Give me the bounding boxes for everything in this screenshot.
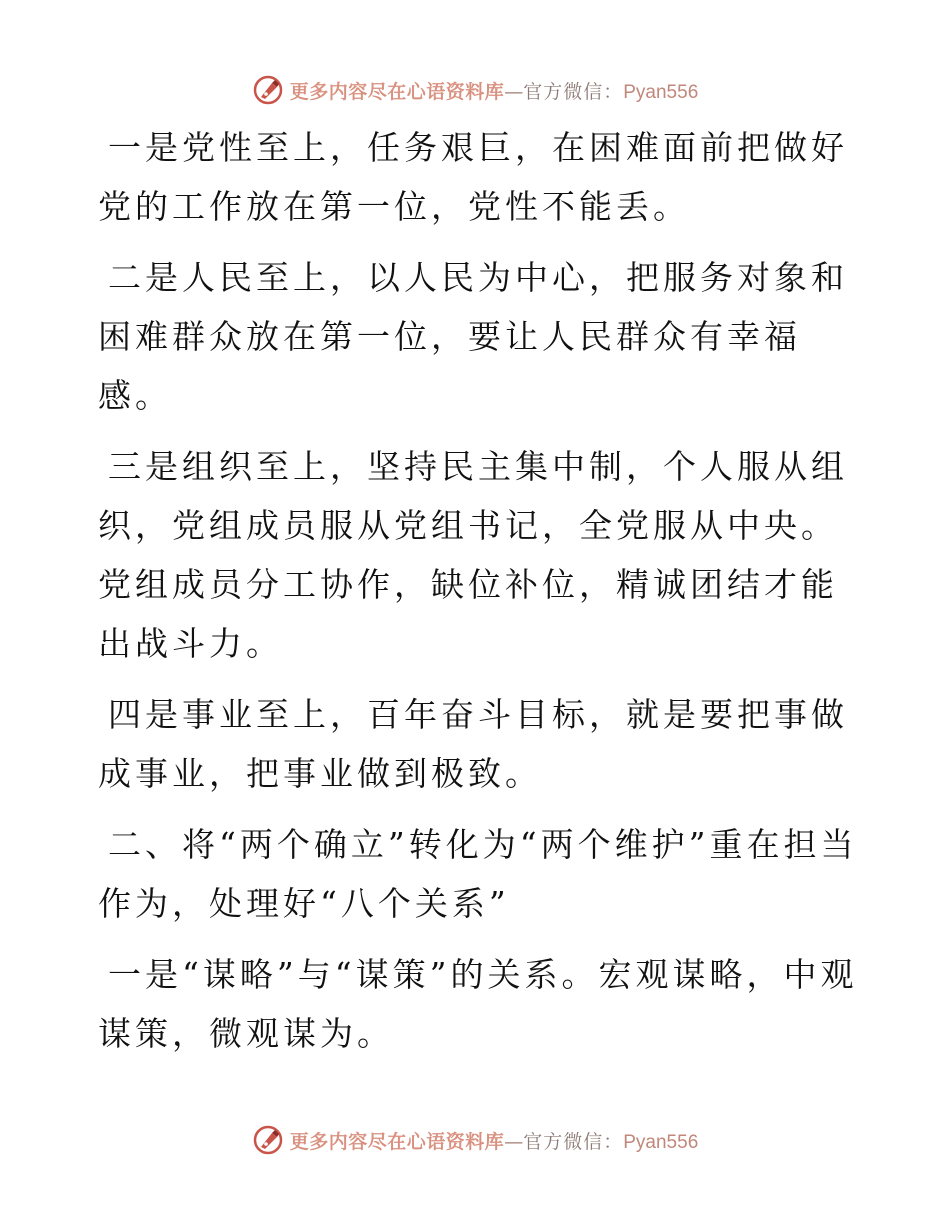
separator: —: [504, 80, 524, 103]
site-name: 更多内容尽在心语资料库: [289, 80, 505, 103]
wechat-id: Pyan556: [623, 81, 699, 103]
paragraph-4: 四是事业至上，百年奋斗目标，就是要把事做成事业，把事业做到极致。: [98, 695, 848, 793]
separator: —: [504, 1130, 524, 1153]
wechat-label: 官方微信：: [523, 80, 624, 103]
paragraph-5: 一是“谋略”与“谋策”的关系。宏观谋略，中观谋策，微观谋为。: [98, 955, 858, 1053]
pen-nib-logo-icon: [252, 74, 284, 106]
document-body: [98, 118, 858, 1075]
footer-watermark: [0, 1122, 950, 1158]
paragraph-2: 二是人民至上，以人民为中心，把服务对象和困难群众放在第一位，要让人民群众有幸福感。: [98, 258, 848, 415]
paragraph-3: 三是组织至上，坚持民主集中制，个人服从组织，党组成员服从党组书记，全党服从中央。党组成员分工协作，缺位补位，精诚团结才能出战斗力。: [98, 447, 848, 663]
section-heading: 二、将“两个确立”转化为“两个维护”重在担当作为，处理好“八个关系”: [98, 825, 858, 923]
wechat-label: 官方微信：: [523, 1130, 624, 1153]
wechat-id: Pyan556: [623, 1131, 699, 1153]
paragraph-1: 一是党性至上，任务艰巨，在困难面前把做好党的工作放在第一位，党性不能丢。: [98, 128, 848, 226]
header-watermark: [0, 72, 950, 108]
pen-nib-logo-icon: [252, 1124, 284, 1156]
site-name: 更多内容尽在心语资料库: [289, 1130, 505, 1153]
